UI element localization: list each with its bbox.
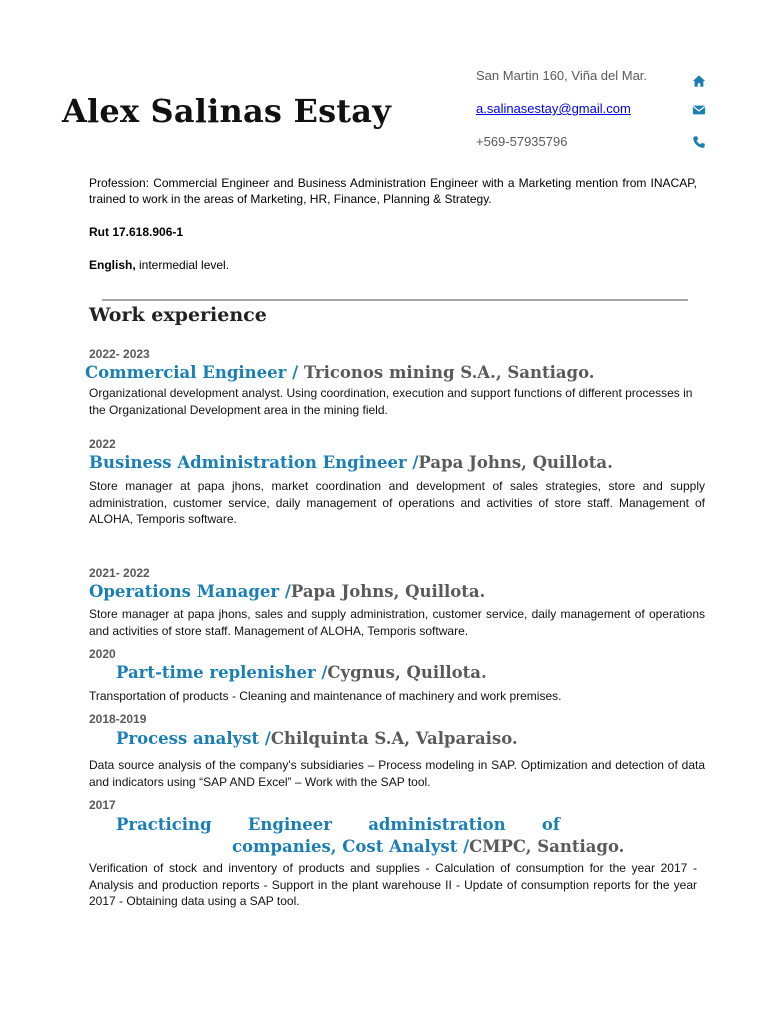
job-description: Verification of stock and inventory of products and supplies - Calculation of consumption for the year 2017 - Analysis and production reports - Support in the plant warehouse II - Update of consumption reports for the year 2017 - Obtaining data using a SAP tool. <box>89 861 697 908</box>
mail-icon <box>692 103 708 119</box>
job-years: 2022- 2023 <box>89 347 150 361</box>
job-description: Data source analysis of the company's subsidiaries – Process modeling in SAP. Optimization and detection of data and indicators using “SAP AND Excel” – Work with the SAP tool. <box>89 758 705 789</box>
job-role: Process analyst / <box>116 729 271 748</box>
email-link[interactable]: a.salinasestay@gmail.com <box>476 101 631 116</box>
english-level <box>89 257 697 273</box>
job-company: CMPC, Santiago. <box>469 837 625 856</box>
job-description: Store manager at papa jhons, market coordination and development of sales strategies, store and supply administration, customer service, daily management of operations and activities of store staff. Management of ALOHA, Temporis software. <box>89 479 705 526</box>
job-role-line1 <box>116 814 560 836</box>
job-role-word: Engineer <box>247 815 332 834</box>
job-description: Organizational development analyst. Using coordination, execution and support functions of different processes in the Organizational Development area in the mining field. <box>89 386 693 417</box>
job-title-line <box>85 363 595 382</box>
job-role: Part-time replenisher / <box>116 663 328 682</box>
profession-summary: Profession: Commercial Engineer and Business Administration Engineer with a Marketing mention from INACAP, trained to work in the areas of Marketing, HR, Finance, Planning & Strategy. <box>89 176 697 206</box>
section-title: Work experience <box>89 304 267 326</box>
job-description: Transportation of products - Cleaning and maintenance of machinery and work premises. <box>89 689 562 703</box>
job-years: 2021- 2022 <box>89 566 150 580</box>
job-years: 2018-2019 <box>89 712 147 726</box>
job-years: 2020 <box>89 647 116 661</box>
candidate-name: Alex Salinas Estay <box>62 92 391 130</box>
email-line <box>476 101 631 116</box>
job-role-line2 <box>116 836 625 858</box>
job-company: Papa Johns, Quillota. <box>290 582 486 601</box>
phone-text: +569-57935796 <box>476 134 568 149</box>
job-title-line <box>116 729 518 748</box>
job-years: 2022 <box>89 437 116 451</box>
job-role: Business Administration Engineer / <box>89 453 419 472</box>
english-level-value: intermedial level. <box>135 258 230 272</box>
job-role-word: administration <box>368 815 506 834</box>
job-company: Cygnus, Quillota. <box>327 663 487 682</box>
job-role: Commercial Engineer / <box>85 363 304 382</box>
home-icon <box>692 74 708 90</box>
job-title-line <box>116 663 487 682</box>
rut-text: Rut 17.618.906-1 <box>89 225 184 239</box>
job-title-line <box>89 453 613 472</box>
english-label: English, <box>89 258 136 272</box>
job-company: Triconos mining S.A., Santiago. <box>303 363 595 382</box>
job-role-word: Practicing <box>116 815 212 834</box>
job-title-line <box>116 814 625 858</box>
address-text: San Martin 160, Viña del Mar. <box>476 68 648 83</box>
job-years: 2017 <box>89 798 116 812</box>
job-role: companies, Cost Analyst / <box>232 837 470 856</box>
job-company: Chilquinta S.A, Valparaiso. <box>270 729 518 748</box>
section-divider <box>102 299 688 301</box>
job-description: Store manager at papa jhons, sales and supply administration, customer service, daily management of operations and activities of store staff. Management of ALOHA, Temporis software. <box>89 607 705 638</box>
phone-icon <box>692 135 708 151</box>
job-role: Operations Manager / <box>89 582 291 601</box>
job-role-word: of <box>541 815 560 834</box>
job-title-line <box>89 582 485 601</box>
job-company: Papa Johns, Quillota. <box>418 453 613 472</box>
